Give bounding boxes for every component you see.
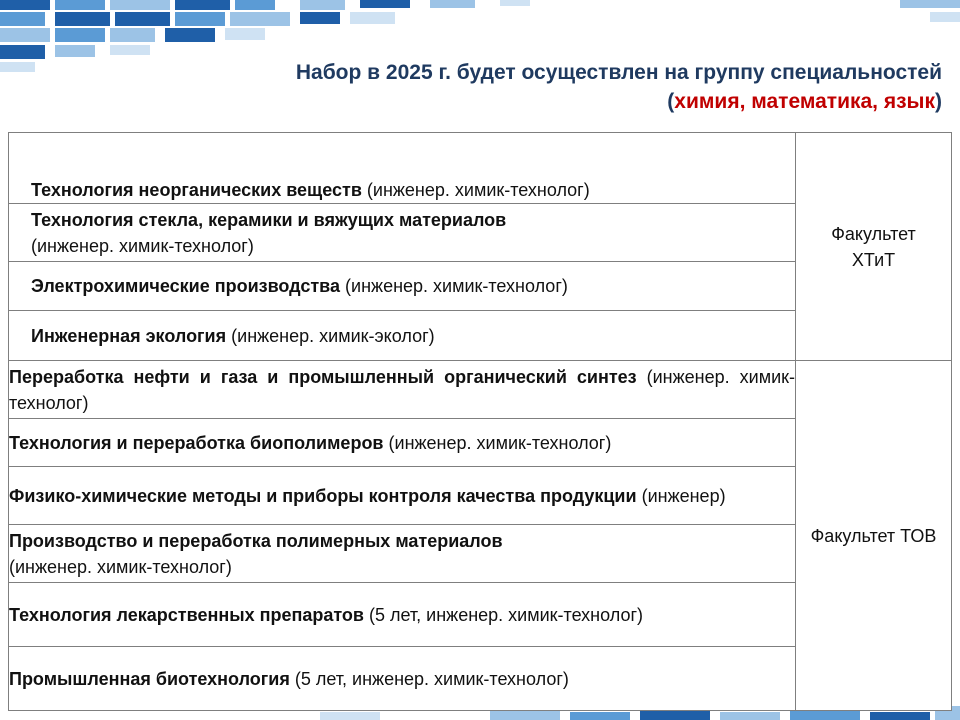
specialty-cell xyxy=(9,133,796,204)
specialty-cell xyxy=(9,525,796,583)
deco-tile xyxy=(350,12,395,24)
specialty-note: (инженер. химик-технолог) xyxy=(383,432,612,453)
deco-tile xyxy=(570,712,630,720)
specialty-note: (инженер. химик-технолог) xyxy=(31,235,254,256)
faculty-tov-label: Факультет ТОВ xyxy=(810,525,937,546)
specialty-cell xyxy=(9,361,796,419)
deco-tile xyxy=(55,28,105,42)
specialty-cell xyxy=(9,262,796,311)
deco-tile xyxy=(720,712,780,720)
specialty-name: Физико-химические методы и приборы контроля качества продукции xyxy=(9,485,637,506)
deco-tile xyxy=(115,12,170,26)
specialty-name: Электрохимические производства xyxy=(31,276,341,296)
close-paren: ) xyxy=(935,90,942,113)
page-title xyxy=(296,58,942,116)
deco-tile xyxy=(110,45,150,55)
specialty-cell xyxy=(9,311,796,361)
deco-tile xyxy=(500,0,530,6)
specialty-note: (инженер. химик-технолог) xyxy=(340,276,568,296)
deco-tile xyxy=(0,45,45,59)
deco-tile xyxy=(55,0,105,10)
deco-tile xyxy=(225,28,265,40)
specialty-note: (инженер) xyxy=(636,485,726,506)
specialty-note: (5 лет, инженер. химик-технолог) xyxy=(289,668,569,689)
table-row xyxy=(9,361,952,419)
deco-tile xyxy=(900,0,960,8)
specialty-note: (инженер. химик-технолог) xyxy=(9,366,796,413)
title-line-1: Набор в 2025 г. будет осуществлен на группу специальностей xyxy=(295,61,942,84)
deco-tile xyxy=(790,710,860,720)
table-row xyxy=(9,133,952,204)
deco-tile xyxy=(640,710,710,720)
deco-tile xyxy=(165,28,215,42)
deco-tile xyxy=(430,0,475,8)
deco-tile xyxy=(490,710,560,720)
specialty-name: Технология стекла, керамики и вяжущих материалов xyxy=(31,209,507,230)
specialties-table xyxy=(8,132,952,711)
specialty-name: Инженерная экология xyxy=(31,325,227,346)
deco-tile xyxy=(55,45,95,57)
deco-tile xyxy=(320,712,380,720)
deco-tile xyxy=(55,12,110,26)
specialty-cell xyxy=(9,467,796,525)
specialty-name: Промышленная биотехнология xyxy=(9,668,290,689)
specialty-note: (инженер. химик-технолог) xyxy=(361,180,590,200)
deco-tile xyxy=(235,0,275,10)
deco-tile xyxy=(110,0,170,10)
deco-tile xyxy=(300,12,340,24)
deco-tile xyxy=(0,28,50,42)
faculty-xtit-line-2: ХТиТ xyxy=(851,249,896,270)
specialty-name: Производство и переработка полимерных материалов xyxy=(9,530,503,551)
specialty-name: Технология лекарственных препаратов xyxy=(9,604,364,625)
deco-tile xyxy=(930,12,960,22)
faculty-tov-cell xyxy=(796,361,952,711)
specialty-cell xyxy=(9,583,796,647)
deco-tile xyxy=(230,12,290,26)
deco-tile xyxy=(175,0,230,10)
faculty-xtit-cell xyxy=(796,133,952,361)
deco-tile xyxy=(0,0,50,10)
deco-tile xyxy=(870,712,930,720)
subjects-highlight: химия, математика, язык xyxy=(674,90,935,113)
specialty-note: (инженер. химик-эколог) xyxy=(226,325,435,346)
specialty-name: Переработка нефти и газа и промышленный органический синтез xyxy=(9,366,637,387)
faculty-xtit-line-1: Факультет xyxy=(831,223,916,244)
specialty-cell xyxy=(9,419,796,467)
specialty-cell xyxy=(9,204,796,262)
deco-tile xyxy=(0,62,35,72)
deco-tile xyxy=(300,0,345,10)
deco-tile xyxy=(360,0,410,8)
specialty-name: Технология и переработка биополимеров xyxy=(9,432,384,453)
specialty-note: (5 лет, инженер. химик-технолог) xyxy=(363,604,644,625)
specialty-name: Технология неорганических веществ xyxy=(31,180,362,200)
open-paren: ( xyxy=(667,90,675,113)
specialty-cell xyxy=(9,647,796,711)
deco-tile xyxy=(0,12,45,26)
deco-tile xyxy=(110,28,155,42)
specialty-note: (инженер. химик-технолог) xyxy=(9,556,232,577)
deco-tile xyxy=(175,12,225,26)
title-line-2 xyxy=(296,87,942,116)
